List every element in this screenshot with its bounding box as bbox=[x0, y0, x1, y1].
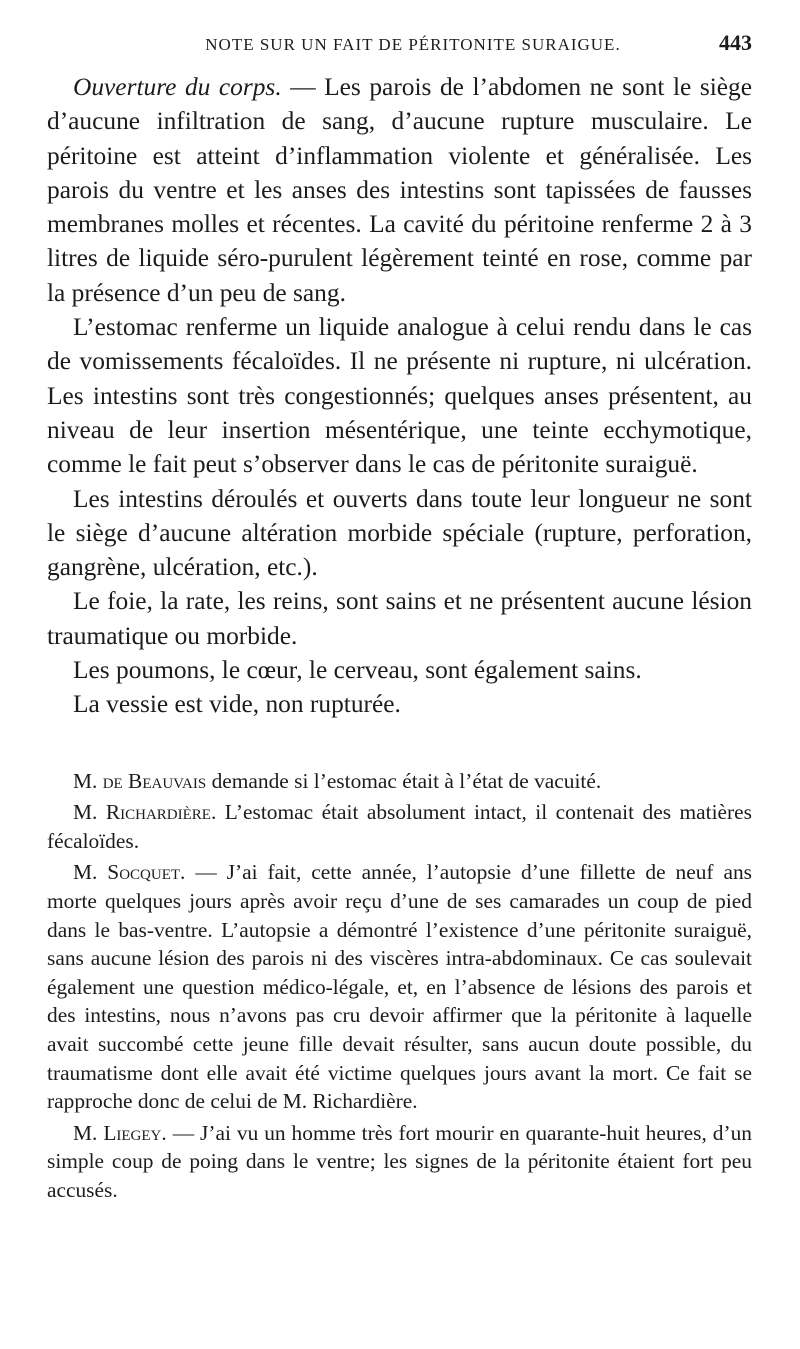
discussion-text: demande si l’estomac était à l’état de vacuité. bbox=[206, 768, 602, 793]
discussion-entry bbox=[47, 1119, 752, 1205]
discussion-text: — J’ai fait, cette année, l’autopsie d’une fillette de neuf ans morte quelques jours après avoir reçu d’une de ses camarades un coup de pied dans le bas-ventre. L’autopsie a démontré l’existence d’une péritonite suraiguë, sans aucune lésion des parois ni des viscères intra-abdominaux. Ce cas soulevait également une question médico-légale, et, en l’absence de lésions des parois et des intestins, nous n’avons pas cru devoir affirmer que la péritonite à laquelle avait succombé cette jeune fille devait résulter, sans aucun doute possible, du traumatisme dont elle avait été victime quelques jours avant la mort. Ce fait se rapproche donc de celui de M. Richardière. bbox=[47, 860, 752, 1114]
paragraph-stomach: L’estomac renferme un liquide analogue à celui rendu dans le cas de vomissements fécaloïdes. Il ne présente ni rupture, ni ulcération. Les intestins sont très congestionnés; quelques anses présentent, au niveau de leur insertion mésentérique, une teinte ecchymotique, comme le fait peut s’observer dans le cas de péritonite suraiguë. bbox=[47, 313, 752, 479]
paragraph-lungs: Les poumons, le cœur, le cerveau, sont également sains. bbox=[73, 656, 642, 685]
speaker-name: M. Richardière. bbox=[73, 800, 217, 825]
discussion-text: — J’ai vu un homme très fort mourir en quarante-huit heures, d’un simple coup de poing dans le ventre; les signes de la péritonite étaient fort peu accusés. bbox=[47, 1120, 752, 1202]
paragraph-intestines: Les intestins déroulés et ouverts dans toute leur longueur ne sont le siège d’aucune altération morbide spéciale (rupture, perforation, gangrène, ulcération, etc.). bbox=[47, 484, 752, 582]
speaker-name: M. de Beauvais bbox=[73, 768, 207, 793]
section-lead: Ouverture du corps. bbox=[73, 73, 282, 101]
paragraph-organs: Le foie, la rate, les reins, sont sains et ne présentent aucune lésion traumatique ou morbide. bbox=[47, 587, 752, 650]
speaker-name: M. Liegey. bbox=[73, 1120, 167, 1145]
discussion-entry bbox=[47, 767, 752, 796]
discussion bbox=[47, 767, 752, 1205]
paragraph-opening-body bbox=[47, 70, 752, 310]
running-title: NOTE SUR UN FAIT DE PÉRITONITE SURAIGUE. bbox=[205, 35, 621, 54]
page-number: 443 bbox=[719, 30, 752, 55]
paragraph-bladder: La vessie est vide, non rupturée. bbox=[73, 690, 401, 719]
paragraph-text: — Les parois de l’abdomen ne sont le siège d’aucune infiltration de sang, d’aucune rupture musculaire. Le péritoine est atteint d’inflammation violente et généralisée. Les parois du ventre et les anses des intestins sont tapissées de fausses membranes molles et récentes. La cavité du péritoine renferme 2 à 3 litres de liquide séro-purulent légèrement teinté en rose, comme par la présence d’un peu de sang. bbox=[47, 73, 753, 307]
discussion-text: L’estomac était absolument intact, il contenait des matières fécaloïdes. bbox=[47, 800, 752, 853]
autopsy-report bbox=[47, 70, 752, 722]
discussion-entry bbox=[47, 858, 752, 1115]
discussion-entry bbox=[47, 798, 752, 855]
running-header bbox=[47, 30, 752, 70]
speaker-name: M. Socquet. bbox=[73, 860, 186, 885]
